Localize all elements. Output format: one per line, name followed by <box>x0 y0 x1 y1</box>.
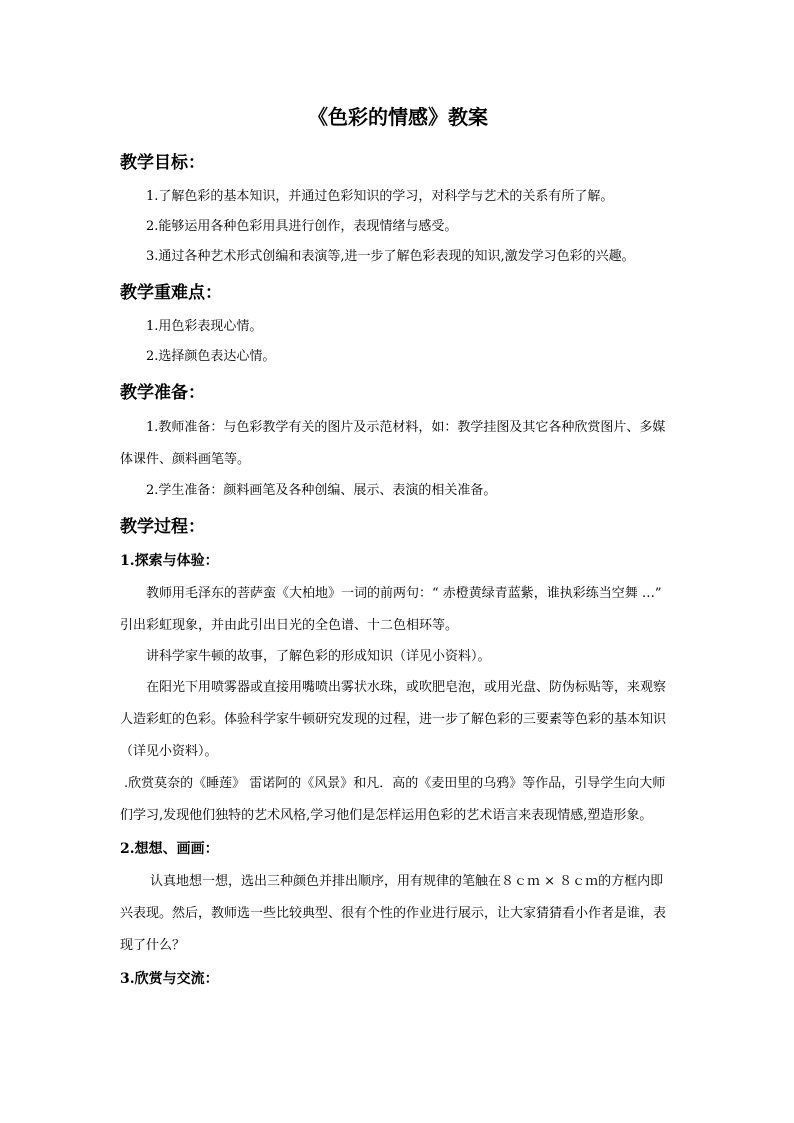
section-heading-process: 教学过程： <box>120 517 205 537</box>
process-step-1-paragraph-2: 讲科学家牛顿的故事，了解色彩的形成知识（详见小资料）。 <box>146 649 491 664</box>
process-step-heading-1: 1.探索与体验： <box>120 553 219 569</box>
document-title: 《色彩的情感》教案 <box>308 105 488 129</box>
section-heading-preparation: 教学准备： <box>120 383 205 403</box>
process-step-1-paragraph-4: .欣赏莫奈的《睡莲》 雷诺阿的《风景》和凡．高的《麦田里的乌鸦》等作品，引导学生向大师们学习,发现他们独特的艺术风格,学习他们是怎样运用色彩的艺术语言来表现情感,塑造形象。 <box>120 776 666 823</box>
section-heading-goals: 教学目标： <box>120 153 205 173</box>
process-step-heading-3: 3.欣赏与交流： <box>120 971 219 987</box>
process-step-2-paragraph-1: 认真地想一想，选出三种颜色并排出顺序，用有规律的笔触在８ｃｍ × ８ｃｍ的方框内即兴表现。然后，教师选一些比较典型、很有个性的作业进行展示，让大家猜猜看小作者是谁，表现了什么？ <box>120 874 667 953</box>
preparation-item-1: 1.教师准备：与色彩教学有关的图片及示范材料，如：教学挂图及其它各种欣赏图片、多媒体课件、颜料画笔等。 <box>120 420 666 467</box>
process-step-1-paragraph-3: 在阳光下用喷雾器或直接用嘴喷出雾状水珠，或吹肥皂泡，或用光盘、防伪标贴等，来观察人造彩虹的色彩。体验科学家牛顿研究发现的过程，进一步了解色彩的三要素等色彩的基本知识（详见小资料）。 <box>120 680 667 759</box>
document-content <box>120 100 676 996</box>
goal-item-3: 3.通过各种艺术形式创编和表演等,进一步了解色彩表现的知识,激发学习色彩的兴趣。 <box>146 249 635 264</box>
process-step-heading-2: 2.想想、画画： <box>120 841 219 857</box>
preparation-item-2: 2.学生准备：颜料画笔及各种创编、展示、表演的相关准备。 <box>146 483 497 498</box>
section-heading-difficulties: 教学重难点： <box>120 283 222 303</box>
difficulty-item-1: 1.用色彩表现心情。 <box>146 319 263 334</box>
difficulty-item-2: 2.选择颜色表达心情。 <box>146 349 276 364</box>
goal-item-1: 1.了解色彩的基本知识，并通过色彩知识的学习，对科学与艺术的关系有所了解。 <box>146 189 614 204</box>
goal-item-2: 2.能够运用各种色彩用具进行创作，表现情绪与感受。 <box>146 219 458 234</box>
process-step-1-paragraph-1: 教师用毛泽东的菩萨蛮《大柏地》一词的前两句：“ 赤橙黄绿青蓝紫，谁执彩练当空舞 …” 引出彩虹现象，并由此引出日光的全色谱、十二色相环等。 <box>120 586 662 633</box>
